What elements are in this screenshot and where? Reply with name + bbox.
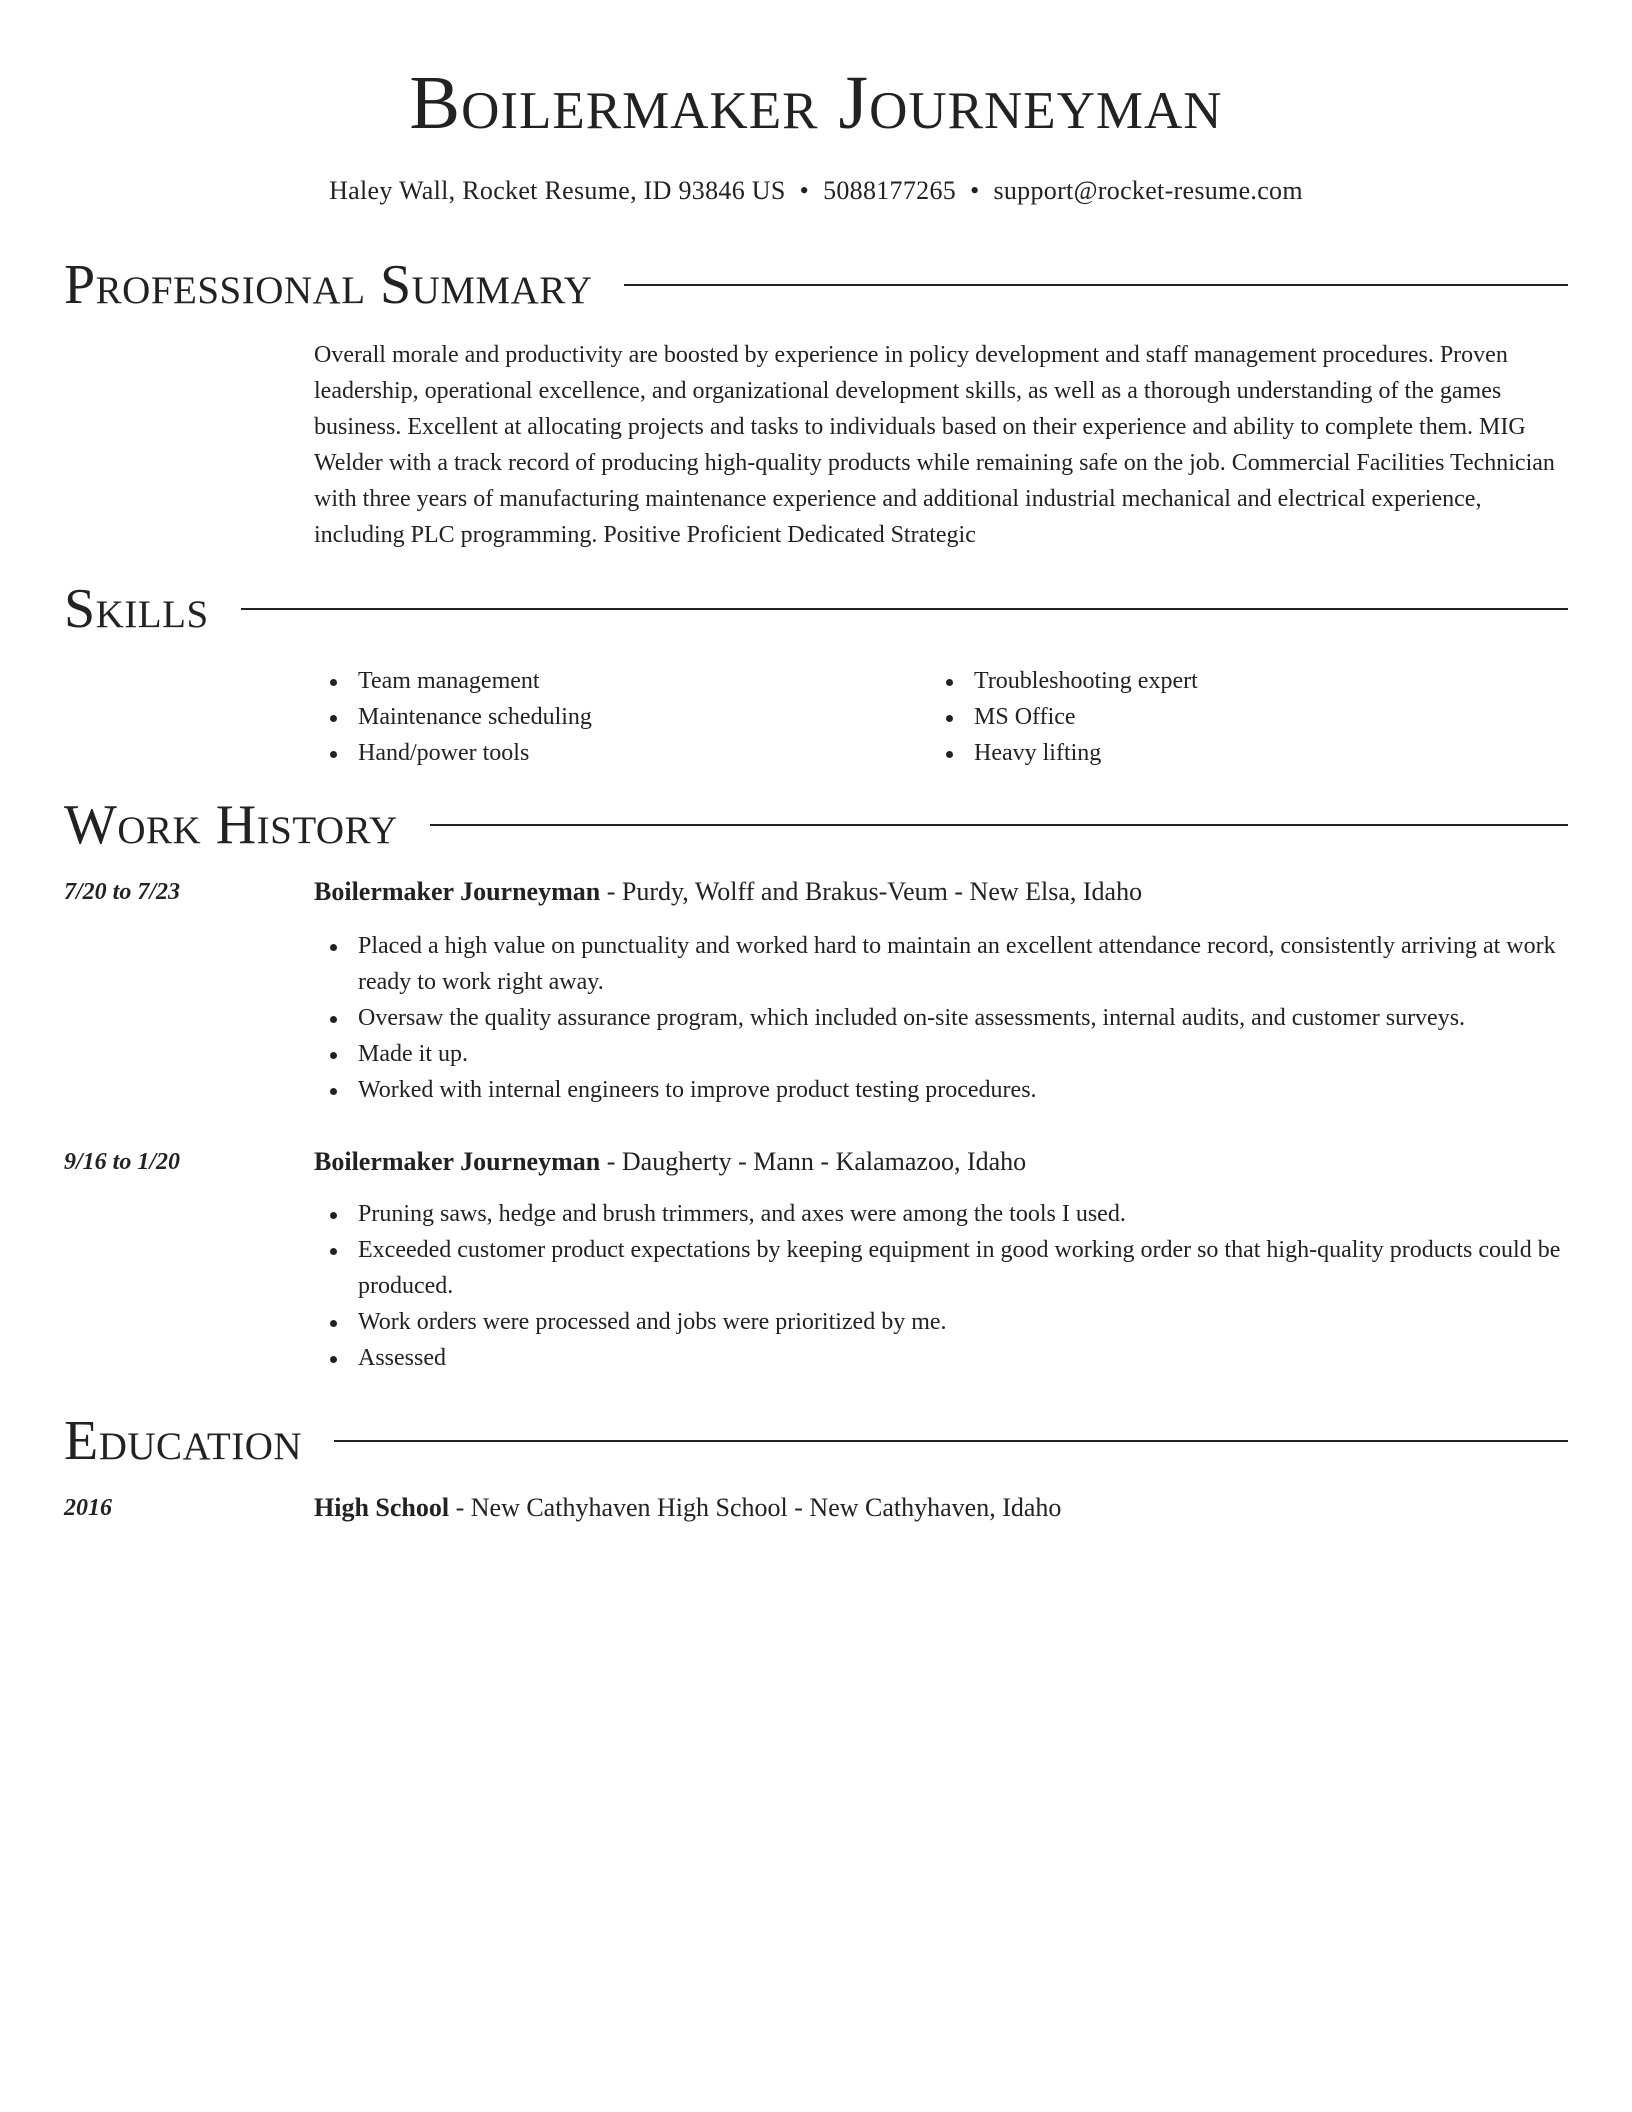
skills-column-left bbox=[314, 663, 930, 771]
job-bullet: Work orders were processed and jobs were prioritized by me. bbox=[314, 1304, 1568, 1340]
skills-heading: Skills bbox=[64, 578, 209, 640]
job-dates: 7/20 to 7/23 bbox=[64, 879, 181, 905]
job-bullet: Oversaw the quality assurance program, which included on-site assessments, internal audits, and customer surveys. bbox=[314, 1000, 1568, 1036]
job-company: - Purdy, Wolff and Brakus-Veum - New Elsa, Idaho bbox=[600, 877, 1143, 906]
contact-separator: • bbox=[799, 176, 810, 205]
section-divider bbox=[241, 608, 1568, 610]
education-year: 2016 bbox=[64, 1495, 112, 1521]
section-divider bbox=[430, 824, 1568, 826]
job-bullet: Assessed bbox=[314, 1340, 1568, 1376]
contact-address: Haley Wall, Rocket Resume, ID 93846 US bbox=[329, 176, 786, 205]
job-title-line bbox=[314, 1144, 1568, 1180]
job-title-line bbox=[314, 874, 1568, 910]
skills-column-right bbox=[930, 663, 1546, 771]
job-bullets bbox=[314, 928, 1568, 1108]
skill-item: Team management bbox=[314, 663, 930, 699]
work-heading: Work History bbox=[64, 794, 398, 856]
job-bullet: Placed a high value on punctuality and worked hard to maintain an excellent attendance record, consistently arriving at work ready to work right away. bbox=[314, 928, 1568, 1000]
resume-title: Boilermaker Journeyman bbox=[409, 61, 1223, 145]
work-section-header bbox=[64, 792, 1568, 858]
contact-separator: • bbox=[970, 176, 980, 205]
skill-item: Hand/power tools bbox=[314, 735, 930, 771]
skill-item: MS Office bbox=[930, 699, 1546, 735]
contact-email: support@rocket-resume.com bbox=[993, 176, 1303, 205]
section-divider bbox=[334, 1440, 1568, 1442]
skill-item: Heavy lifting bbox=[930, 735, 1546, 771]
job-bullet: Pruning saws, hedge and brush trimmers, and axes were among the tools I used. bbox=[314, 1196, 1568, 1232]
section-divider bbox=[624, 284, 1568, 286]
job-bullet: Worked with internal engineers to improve product testing procedures. bbox=[314, 1072, 1568, 1108]
contact-line bbox=[0, 174, 1632, 208]
education-line bbox=[314, 1490, 1568, 1526]
summary-heading: Professional Summary bbox=[64, 254, 593, 316]
education-school: - New Cathyhaven High School - New Cathyhaven, Idaho bbox=[449, 1493, 1062, 1522]
job-role: Boilermaker Journeyman bbox=[314, 877, 601, 906]
education-heading: Education bbox=[64, 1410, 303, 1472]
summary-text: Overall morale and productivity are boosted by experience in policy development and staff management procedures. Proven leadership, operational excellence, and organizational development skills, as well as a thorough understanding of the games business. Excellent at allocating projects and tasks to individuals based on their experience and ability to complete them. MIG Welder with a track record of producing high-quality products while remaining safe on the job. Commercial Facilities Technician with three years of manufacturing maintenance experience and additional industrial mechanical and electrical experience, including PLC programming. Positive Proficient Dedicated Strategic bbox=[314, 342, 1555, 548]
job-bullet: Exceeded customer product expectations by keeping equipment in good working order so that high-quality products could be produced. bbox=[314, 1232, 1568, 1304]
education-section-header bbox=[64, 1408, 1568, 1474]
job-company: - Daugherty - Mann - Kalamazoo, Idaho bbox=[600, 1147, 1027, 1176]
education-degree: High School bbox=[314, 1493, 450, 1522]
skills-section-header bbox=[64, 576, 1568, 642]
skills-list bbox=[314, 663, 1568, 771]
job-role: Boilermaker Journeyman bbox=[314, 1147, 601, 1176]
job-dates: 9/16 to 1/20 bbox=[64, 1149, 181, 1175]
job-bullets bbox=[314, 1196, 1568, 1376]
contact-phone: 5088177265 bbox=[823, 176, 957, 205]
summary-section-header bbox=[64, 252, 1568, 318]
job-bullet: Made it up. bbox=[314, 1036, 1568, 1072]
skill-item: Troubleshooting expert bbox=[930, 663, 1546, 699]
skill-item: Maintenance scheduling bbox=[314, 699, 930, 735]
